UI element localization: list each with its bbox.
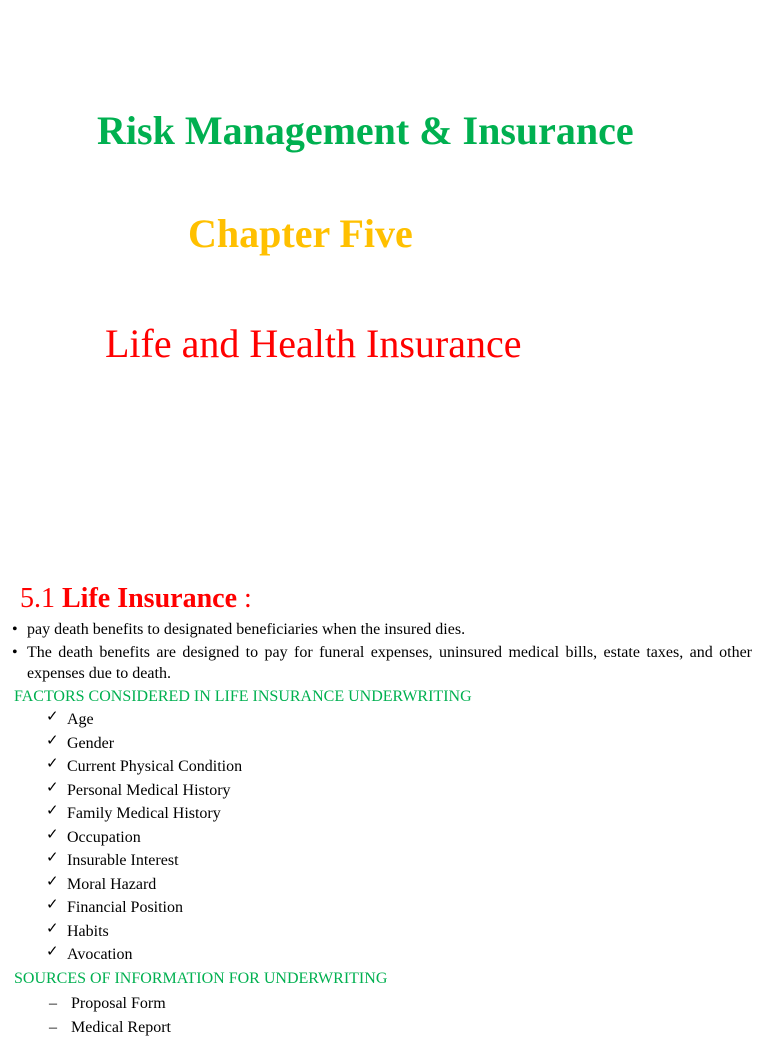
check-icon: ✓ <box>46 823 59 847</box>
factor-label: Current Physical Condition <box>67 758 242 775</box>
factor-label: Moral Hazard <box>67 876 156 893</box>
factor-item <box>46 802 242 826</box>
section-number: 5.1 <box>20 583 62 614</box>
factor-label: Gender <box>67 735 114 752</box>
source-item <box>49 1016 171 1039</box>
check-icon: ✓ <box>46 846 59 870</box>
chapter-subtitle: Life and Health Insurance <box>105 319 521 369</box>
main-title: Risk Management & Insurance <box>97 106 634 156</box>
factor-label: Family Medical History <box>67 805 221 822</box>
dash-icon: – <box>49 1016 57 1039</box>
factor-item <box>46 849 242 873</box>
bullet-item <box>12 642 752 684</box>
sources-list <box>49 992 171 1039</box>
check-icon: ✓ <box>46 893 59 917</box>
factor-item <box>46 755 242 779</box>
factor-label: Personal Medical History <box>67 782 231 799</box>
factor-label: Avocation <box>67 946 132 963</box>
factor-item <box>46 896 242 920</box>
check-icon: ✓ <box>46 870 59 894</box>
factor-item <box>46 732 242 756</box>
factor-item <box>46 943 242 967</box>
check-icon: ✓ <box>46 940 59 964</box>
factor-item <box>46 708 242 732</box>
source-label: Medical Report <box>71 1019 171 1036</box>
section-title: Life Insurance <box>62 583 237 614</box>
check-icon: ✓ <box>46 917 59 941</box>
factor-label: Insurable Interest <box>67 852 179 869</box>
factors-heading: FACTORS CONSIDERED IN LIFE INSURANCE UNDERWRITING <box>14 686 472 707</box>
bullet-icon: • <box>12 619 18 640</box>
sources-heading: SOURCES OF INFORMATION FOR UNDERWRITING <box>14 968 387 989</box>
dash-icon: – <box>49 992 57 1016</box>
definition-bullets <box>12 619 752 686</box>
check-icon: ✓ <box>46 729 59 753</box>
factor-label: Age <box>67 711 94 728</box>
source-item <box>49 992 171 1016</box>
check-icon: ✓ <box>46 752 59 776</box>
factor-item <box>46 826 242 850</box>
check-icon: ✓ <box>46 799 59 823</box>
factor-item <box>46 920 242 944</box>
check-icon: ✓ <box>46 776 59 800</box>
factors-list <box>46 708 242 967</box>
section-heading <box>20 582 252 616</box>
bullet-item <box>12 619 752 640</box>
source-label: Proposal Form <box>71 995 166 1012</box>
factor-label: Financial Position <box>67 899 183 916</box>
bullet-icon: • <box>12 642 18 663</box>
factor-label: Habits <box>67 923 109 940</box>
factor-item <box>46 779 242 803</box>
bullet-text: pay death benefits to designated beneficiaries when the insured dies. <box>27 621 465 638</box>
factor-item <box>46 873 242 897</box>
section-colon: : <box>237 583 252 614</box>
factor-label: Occupation <box>67 829 141 846</box>
chapter-title: Chapter Five <box>188 209 413 259</box>
check-icon: ✓ <box>46 705 59 729</box>
bullet-text: The death benefits are designed to pay for funeral expenses, uninsured medical bills, estate taxes, and other expenses due to death. <box>27 644 752 682</box>
